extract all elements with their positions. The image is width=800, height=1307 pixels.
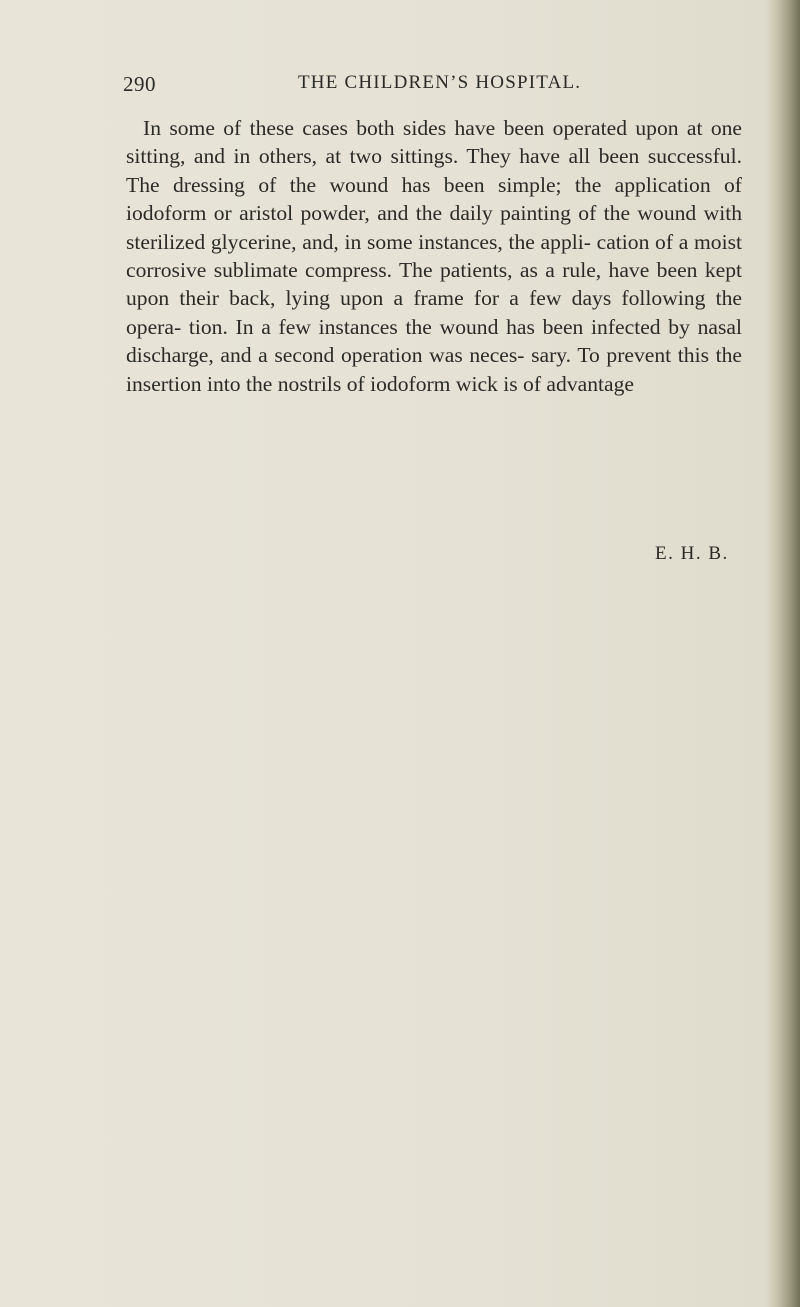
page-number: 290 <box>123 72 156 96</box>
running-title: THE CHILDREN’S HOSPITAL. <box>298 72 582 93</box>
author-initials: E. H. B. <box>655 543 729 564</box>
body-paragraph: In some of these cases both sides have been operated upon at one sitting, and in others, at two sittings. They have all been successful. The dressing of the wound has been simple; the application of iodoform or aristol powder, and the daily painting of the wound with sterilized glycerine, and, in some instances, the appli- cation of a moist corrosive sublimate compress. The patients, as a rule, have been kept upon their back, lying upon a frame for a few days following the opera- tion. In a few instances the wound has been infected by nasal discharge, and a second operation was neces- sary. To prevent this the insertion into the nostrils of iodoform wick is of advantage <box>126 116 742 396</box>
running-head <box>123 72 738 102</box>
page-edge-shadow <box>766 0 800 1307</box>
